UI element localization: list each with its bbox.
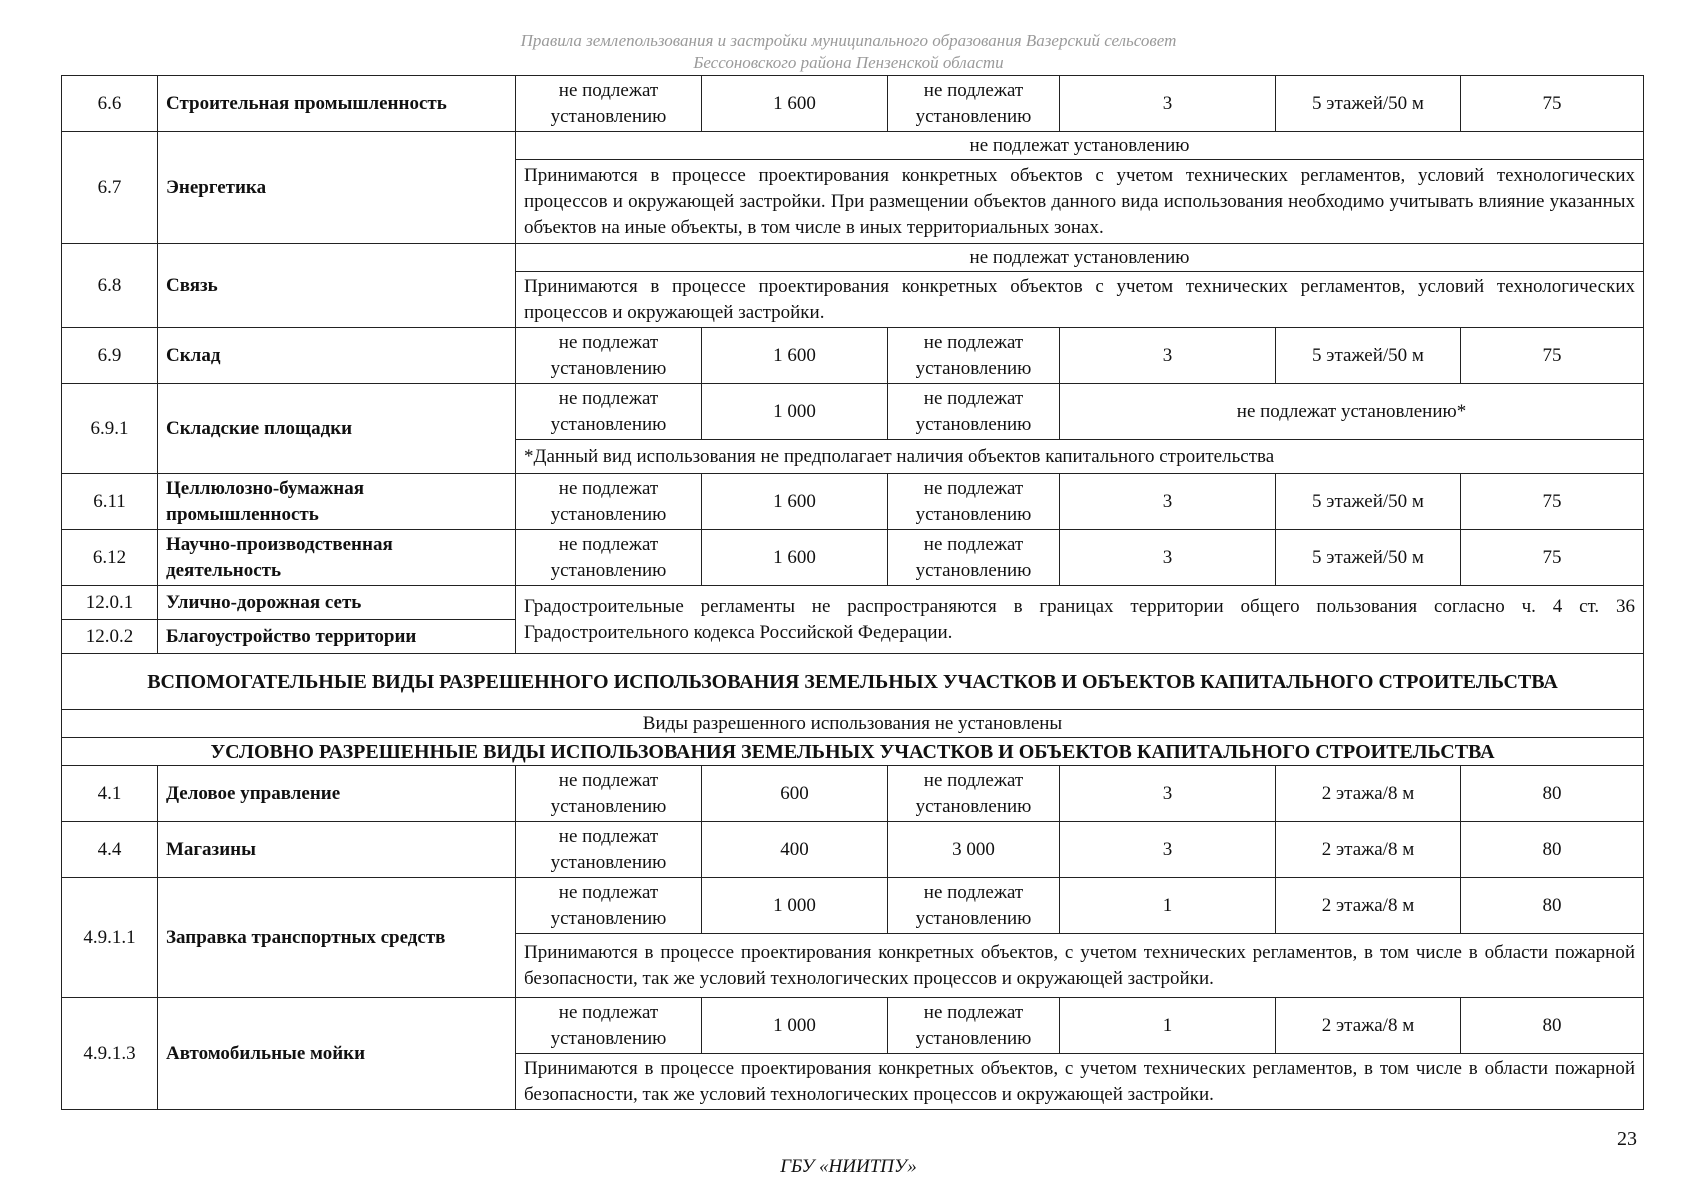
table-row: [62, 328, 1644, 384]
row-cell: не подлежат установлению: [516, 328, 702, 384]
row-name: Благоустройство территории: [158, 620, 516, 654]
table-row: [62, 822, 1644, 878]
row-cell: не подлежат установлению: [516, 822, 702, 878]
row-cell: 1 600: [702, 328, 888, 384]
row-cell: 2 этажа/8 м: [1276, 822, 1461, 878]
row-name: Связь: [158, 244, 516, 328]
row-sub: не подлежат установлению: [516, 244, 1644, 272]
row-cell: 3: [1060, 328, 1276, 384]
row-code: 6.11: [62, 474, 158, 530]
row-note: Принимаются в процессе проектирования конкретных объектов с учетом технических регламентов, условий технологических процессов и окружающей застройки.: [516, 272, 1644, 328]
row-cell: 3 000: [888, 822, 1060, 878]
row-cell: 1: [1060, 998, 1276, 1054]
row-cell: не подлежат установлению: [888, 328, 1060, 384]
row-cell: 3: [1060, 766, 1276, 822]
row-cell: 1 000: [702, 998, 888, 1054]
running-header-line-2: Бессоновского района Пензенской области: [693, 53, 1004, 72]
row-code: 6.7: [62, 132, 158, 244]
row-name: Автомобильные мойки: [158, 998, 516, 1110]
table-row: [62, 586, 1644, 620]
row-cell: 2 этажа/8 м: [1276, 878, 1461, 934]
row-cell: не подлежат установлению: [888, 998, 1060, 1054]
row-code: 12.0.1: [62, 586, 158, 620]
row-cell: не подлежат установлению: [516, 766, 702, 822]
section-note-auxiliary: Виды разрешенного использования не установлены: [62, 710, 1644, 738]
row-name: Склад: [158, 328, 516, 384]
row-cell: 1 000: [702, 384, 888, 440]
section-title-conditional: УСЛОВНО РАЗРЕШЕННЫЕ ВИДЫ ИСПОЛЬЗОВАНИЯ ЗЕМЕЛЬНЫХ УЧАСТКОВ И ОБЪЕКТОВ КАПИТАЛЬНОГО СТРОИТЕЛЬСТВА: [62, 738, 1644, 766]
row-code: 6.9: [62, 328, 158, 384]
row-cell: не подлежат установлению: [888, 766, 1060, 822]
table-row: [62, 766, 1644, 822]
row-cell: 1 600: [702, 474, 888, 530]
row-cell: не подлежат установлению: [516, 474, 702, 530]
page-number: 23: [1617, 1128, 1637, 1150]
row-code: 4.1: [62, 766, 158, 822]
row-merged-cell: не подлежат установлению*: [1060, 384, 1644, 440]
row-cell: 80: [1461, 998, 1644, 1054]
row-cell: 75: [1461, 474, 1644, 530]
row-cell: 80: [1461, 766, 1644, 822]
row-name: Деловое управление: [158, 766, 516, 822]
footer-org: ГБУ «НИИТПУ»: [780, 1156, 917, 1177]
table-row: [62, 244, 1644, 272]
row-cell: не подлежат установлению: [888, 474, 1060, 530]
table-row: [62, 132, 1644, 160]
row-cell: 3: [1060, 474, 1276, 530]
row-cell: 400: [702, 822, 888, 878]
row-code: 12.0.2: [62, 620, 158, 654]
row-cell: не подлежат установлению: [888, 384, 1060, 440]
row-code: 6.8: [62, 244, 158, 328]
row-note: *Данный вид использования не предполагает наличия объектов капитального строительства: [516, 440, 1644, 474]
row-name: Заправка транспортных средств: [158, 878, 516, 998]
row-cell: 5 этажей/50 м: [1276, 328, 1461, 384]
row-cell: 2 этажа/8 м: [1276, 766, 1461, 822]
row-name: Строительная промышленность: [158, 76, 516, 132]
row-name: Магазины: [158, 822, 516, 878]
row-code: 4.9.1.1: [62, 878, 158, 998]
row-cell: 1: [1060, 878, 1276, 934]
row-name: Энергетика: [158, 132, 516, 244]
row-code: 6.9.1: [62, 384, 158, 474]
row-name: Целлюлозно-бумажная промышленность: [158, 474, 516, 530]
row-note: Градостроительные регламенты не распространяются в границах территории общего пользования согласно ч. 4 ст. 36 Градостроительного кодекса Российской Федерации.: [516, 586, 1644, 654]
row-cell: 75: [1461, 76, 1644, 132]
section-title-auxiliary: ВСПОМОГАТЕЛЬНЫЕ ВИДЫ РАЗРЕШЕННОГО ИСПОЛЬЗОВАНИЯ ЗЕМЕЛЬНЫХ УЧАСТКОВ И ОБЪЕКТОВ КАПИТАЛЬНОГО СТРОИТЕЛЬСТВА: [62, 654, 1644, 710]
row-note: Принимаются в процессе проектирования конкретных объектов, с учетом технических регламентов, в том числе в области пожарной безопасности, так же условий технологических процессов и окружающей застройки.: [516, 934, 1644, 998]
row-sub: не подлежат установлению: [516, 132, 1644, 160]
row-cell: 5 этажей/50 м: [1276, 474, 1461, 530]
row-cell: не подлежат установлению: [888, 878, 1060, 934]
table-row: [62, 76, 1644, 132]
row-code: 6.12: [62, 530, 158, 586]
table-row: [62, 530, 1644, 586]
row-cell: не подлежат установлению: [516, 530, 702, 586]
row-cell: 1 000: [702, 878, 888, 934]
row-cell: не подлежат установлению: [888, 530, 1060, 586]
row-cell: 75: [1461, 328, 1644, 384]
section-note-row: [62, 710, 1644, 738]
row-cell: 5 этажей/50 м: [1276, 76, 1461, 132]
row-cell: не подлежат установлению: [516, 384, 702, 440]
row-code: 4.4: [62, 822, 158, 878]
row-name: Складские площадки: [158, 384, 516, 474]
table-row: [62, 474, 1644, 530]
row-cell: 75: [1461, 530, 1644, 586]
row-cell: 5 этажей/50 м: [1276, 530, 1461, 586]
table-row: [62, 878, 1644, 934]
row-cell: 1 600: [702, 76, 888, 132]
section-header-row: [62, 738, 1644, 766]
row-cell: не подлежат установлению: [516, 76, 702, 132]
row-cell: не подлежат установлению: [516, 878, 702, 934]
row-cell: 3: [1060, 76, 1276, 132]
row-cell: 1 600: [702, 530, 888, 586]
row-cell: не подлежат установлению: [516, 998, 702, 1054]
table-row: [62, 384, 1644, 440]
table-row: [62, 998, 1644, 1054]
running-header-line-1: Правила землепользования и застройки муниципального образования Вазерский сельсовет: [520, 31, 1177, 50]
row-name: Улично-дорожная сеть: [158, 586, 516, 620]
row-cell: 80: [1461, 878, 1644, 934]
row-cell: не подлежат установлению: [888, 76, 1060, 132]
row-code: 6.6: [62, 76, 158, 132]
row-cell: 80: [1461, 822, 1644, 878]
row-name: Научно-производственная деятельность: [158, 530, 516, 586]
row-cell: 2 этажа/8 м: [1276, 998, 1461, 1054]
row-cell: 3: [1060, 822, 1276, 878]
row-note: Принимаются в процессе проектирования конкретных объектов, с учетом технических регламентов, в том числе в области пожарной безопасности, так же условий технологических процессов и окружающей застройки.: [516, 1054, 1644, 1110]
row-cell: 600: [702, 766, 888, 822]
regulations-table: [61, 75, 1644, 1110]
row-cell: 3: [1060, 530, 1276, 586]
row-code: 4.9.1.3: [62, 998, 158, 1110]
section-header-row: [62, 654, 1644, 710]
row-note: Принимаются в процессе проектирования конкретных объектов с учетом технических регламентов, условий технологических процессов и окружающей застройки. При размещении объектов данного вида использования необходимо учитывать влияние указанных объектов на иные объекты, в том числе в иных территориальных зонах.: [516, 160, 1644, 244]
